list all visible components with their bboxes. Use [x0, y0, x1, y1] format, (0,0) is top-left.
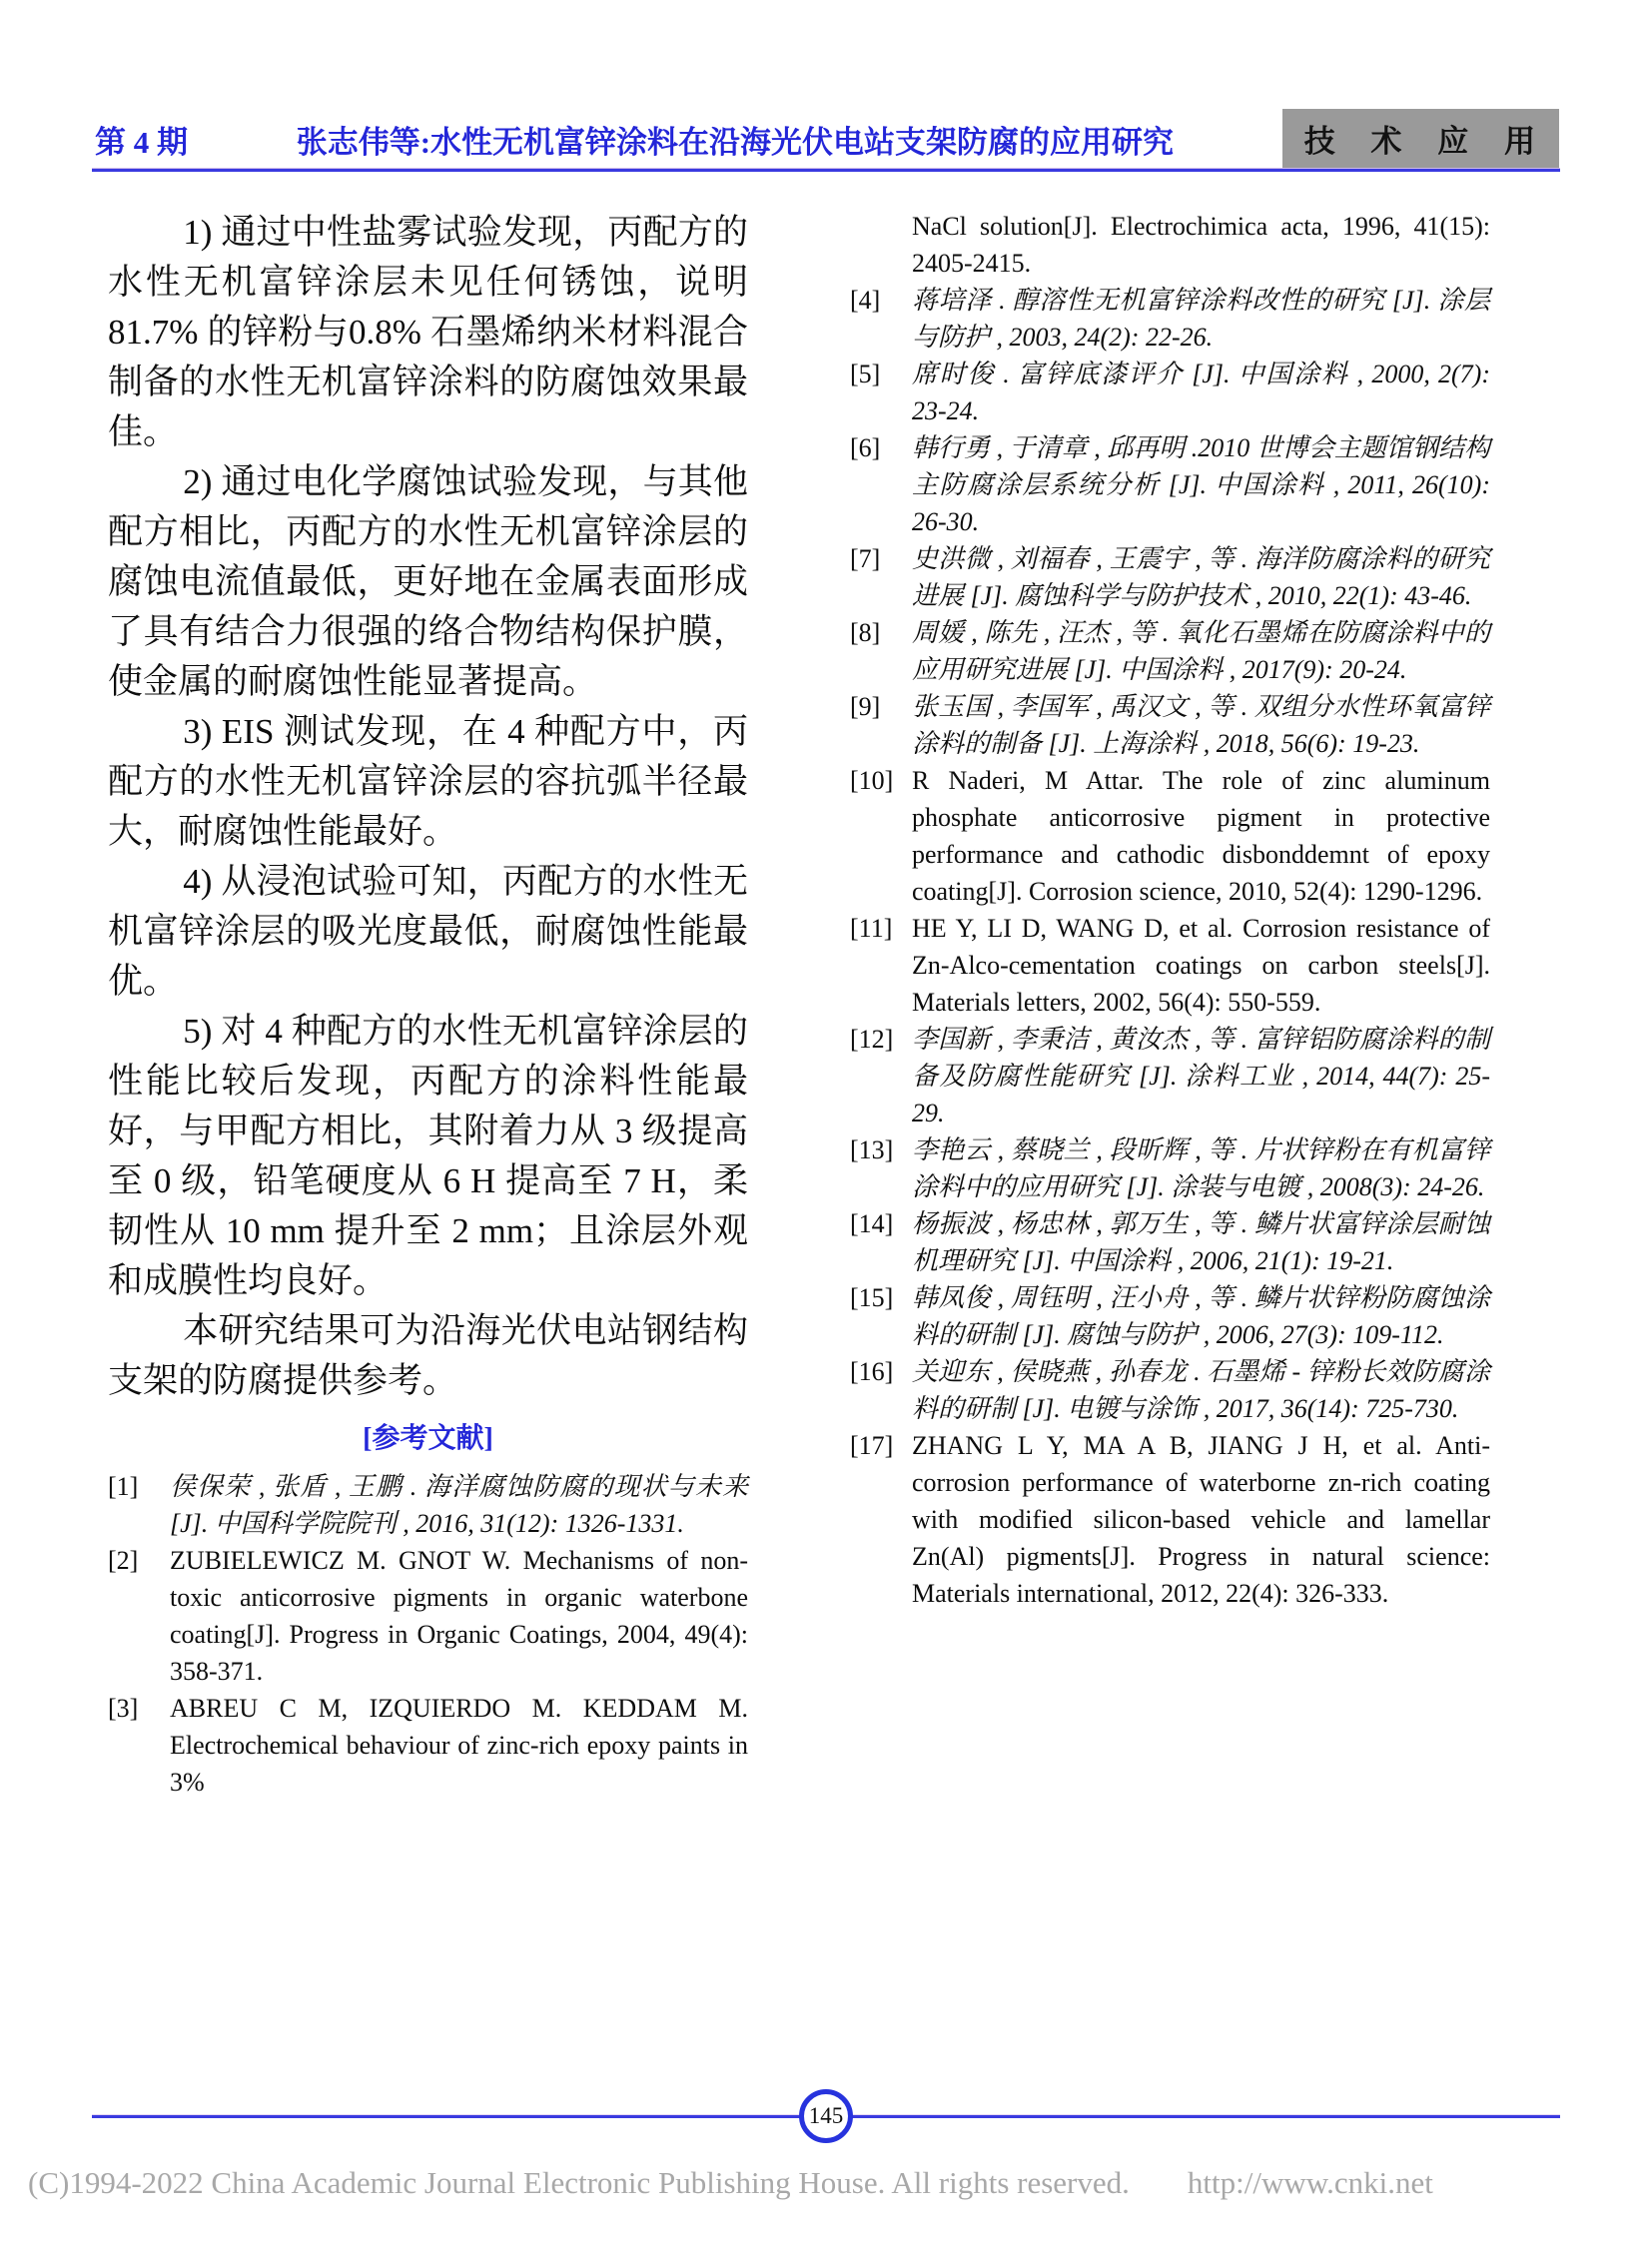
reference-text: ABREU C M, IZQUIERDO M. KEDDAM M. Electrochemical behaviour of zinc-rich epoxy paints in 3%	[170, 1694, 748, 1797]
reference-item	[108, 1542, 748, 1690]
reference-text: 李国新 , 李秉洁 , 黄汝杰 , 等 . 富锌铝防腐涂料的制备及防腐性能研究 [J]. 涂料工业 , 2014, 44(7): 25-29.	[912, 1025, 1490, 1127]
reference-item	[108, 1468, 748, 1542]
reference-text: 蒋培泽 . 醇溶性无机富锌涂料改性的研究 [J]. 涂层与防护 , 2003, 24(2): 22-26.	[912, 286, 1490, 352]
conclusion-paragraph: 1) 通过中性盐雾试验发现，丙配方的水性无机富锌涂层未见任何锈蚀，说明 81.7% 的锌粉与0.8% 石墨烯纳米材料混合制备的水性无机富锌涂料的防腐蚀效果最佳。	[108, 213, 748, 451]
reference-item	[850, 1427, 1490, 1612]
reference-item	[850, 1279, 1490, 1353]
reference-item	[850, 614, 1490, 688]
reference-label: [8]	[850, 618, 881, 647]
reference-item	[850, 208, 1490, 282]
reference-label: [9]	[850, 692, 881, 721]
reference-item	[850, 762, 1490, 910]
left-column	[108, 208, 748, 1801]
reference-text: 杨振波 , 杨忠林 , 郭万生 , 等 . 鳞片状富锌涂层耐蚀机理研究 [J]. 中国涂料 , 2006, 21(1): 19-21.	[912, 1209, 1490, 1275]
reference-item	[850, 356, 1490, 429]
conclusion-paragraph: 5) 对 4 种配方的水性无机富锌涂层的性能比较后发现，丙配方的涂料性能最好，与甲配方相比，其附着力从 3 级提高至 0 级，铅笔硬度从 6 H 提高至 7 H，柔韧性从 10 mm 提升至 2 mm；且涂层外观和成膜性均良好。	[108, 1012, 748, 1300]
reference-label: [11]	[850, 914, 893, 943]
reference-label: [15]	[850, 1283, 894, 1312]
reference-text: 张玉国 , 李国军 , 禹汉文 , 等 . 双组分水性环氧富锌涂料的制备 [J]. 上海涂料 , 2018, 56(6): 19-23.	[912, 692, 1490, 758]
reference-item	[850, 910, 1490, 1021]
running-title: 张志伟等:水性无机富锌涂料在沿海光伏电站支架防腐的应用研究	[296, 125, 1175, 160]
reference-label: [6]	[850, 433, 881, 462]
reference-text: 关迎东 , 侯晓燕 , 孙春龙 . 石墨烯 - 锌粉长效防腐涂料的研制 [J]. 电镀与涂饰 , 2017, 36(14): 725-730.	[912, 1357, 1490, 1423]
header-rule	[92, 168, 1560, 172]
reference-label: [3]	[108, 1694, 139, 1723]
reference-text: 史洪微 , 刘福春 , 王震宇 , 等 . 海洋防腐涂料的研究进展 [J]. 腐蚀科学与防护技术 , 2010, 22(1): 43-46.	[912, 544, 1490, 610]
reference-text: R Naderi, M Attar. The role of zinc aluminum phosphate anticorrosive pigment in protective performance and cathodic disbonddemnt of epoxy coating[J]. Corrosion science, 2010, 52(4): 1290-1296.	[912, 766, 1490, 906]
cnki-url: http://www.cnki.net	[1187, 2165, 1433, 2200]
conclusion-paragraph: 2) 通过电化学腐蚀试验发现，与其他配方相比，丙配方的水性无机富锌涂层的腐蚀电流值最低，更好地在金属表面形成了具有结合力很强的络合物结构保护膜，使金属的耐腐蚀性能显著提高。	[108, 462, 748, 701]
reference-text: 周媛 , 陈先 , 汪杰 , 等 . 氧化石墨烯在防腐涂料中的应用研究进展 [J]. 中国涂料 , 2017(9): 20-24.	[912, 618, 1490, 684]
conclusion-paragraph: 4) 从浸泡试验可知，丙配方的水性无机富锌涂层的吸光度最低，耐腐蚀性能最优。	[108, 862, 748, 1001]
reference-item	[850, 429, 1490, 540]
conclusion-paragraph: 3) EIS 测试发现，在 4 种配方中，丙配方的水性无机富锌涂层的容抗弧半径最大，耐腐蚀性能最好。	[108, 712, 748, 851]
reference-label: [1]	[108, 1472, 139, 1501]
references-heading: [参考文献]	[363, 1423, 493, 1454]
reference-text: 李艳云 , 蔡晓兰 , 段昕辉 , 等 . 片状锌粉在有机富锌涂料中的应用研究 [J]. 涂装与电镀 , 2008(3): 24-26.	[912, 1135, 1490, 1201]
page-header	[95, 118, 1559, 168]
journal-issue-label: 第 4 期	[95, 125, 188, 160]
content-columns	[108, 208, 1490, 1801]
reference-label: [4]	[850, 286, 881, 315]
section-badge: 技 术 应 用	[1282, 109, 1559, 168]
right-column	[850, 208, 1490, 1801]
reference-item	[850, 688, 1490, 762]
reference-label: [12]	[850, 1025, 894, 1054]
reference-text: NaCl solution[J]. Electrochimica acta, 1996, 41(15): 2405-2415.	[912, 212, 1490, 278]
reference-text: 席时俊 . 富锌底漆评介 [J]. 中国涂料 , 2000, 2(7): 23-24.	[912, 360, 1490, 425]
reference-text: 韩凤俊 , 周钰明 , 汪小舟 , 等 . 鳞片状锌粉防腐蚀涂料的研制 [J]. 腐蚀与防护 , 2006, 27(3): 109-112.	[912, 1283, 1490, 1349]
reference-item	[108, 1690, 748, 1801]
reference-label: [10]	[850, 766, 894, 795]
reference-label: [5]	[850, 360, 881, 388]
reference-item	[850, 1021, 1490, 1131]
reference-text: 韩行勇 , 于清章 , 邱再明 .2010 世博会主题馆钢结构主防腐涂层系统分析 [J]. 中国涂料 , 2011, 26(10): 26-30.	[912, 433, 1490, 536]
reference-label: [13]	[850, 1135, 894, 1164]
reference-item	[850, 1131, 1490, 1205]
reference-label: [7]	[850, 544, 881, 573]
reference-text: 侯保荣 , 张盾 , 王鹏 . 海洋腐蚀防腐的现状与未来 [J]. 中国科学院院刊 , 2016, 31(12): 1326-1331.	[170, 1472, 748, 1538]
conclusion-paragraph: 本研究结果可为沿海光伏电站钢结构支架的防腐提供参考。	[108, 1311, 748, 1400]
reference-item	[850, 540, 1490, 614]
copyright-notice: (C)1994-2022 China Academic Journal Electronic Publishing House. All rights reserved.	[28, 2165, 1130, 2200]
reference-item	[850, 282, 1490, 356]
reference-text: ZUBIELEWICZ M. GNOT W. Mechanisms of non-toxic anticorrosive pigments in organic waterbone coating[J]. Progress in Organic Coatings, 2004, 49(4): 358-371.	[170, 1546, 748, 1686]
copyright-bar	[28, 2165, 1626, 2201]
reference-text: HE Y, LI D, WANG D, et al. Corrosion resistance of Zn-Alco-cementation coatings on carbon steels[J]. Materials letters, 2002, 56(4): 550-559.	[912, 914, 1490, 1017]
reference-label: [14]	[850, 1209, 894, 1238]
reference-label: [17]	[850, 1431, 894, 1460]
reference-item	[850, 1205, 1490, 1279]
reference-label: [2]	[108, 1546, 139, 1575]
reference-text: ZHANG L Y, MA A B, JIANG J H, et al. Anti-corrosion performance of waterborne zn-rich coating with modified silicon-based vehicle and lamellar Zn(Al) pigments[J]. Progress in natural science: Materials international, 2012, 22(4): 326-333.	[912, 1431, 1490, 1608]
page-number-badge	[799, 2089, 853, 2143]
reference-item	[850, 1353, 1490, 1427]
reference-label: [16]	[850, 1357, 894, 1386]
page-number: 145	[808, 2103, 844, 2128]
